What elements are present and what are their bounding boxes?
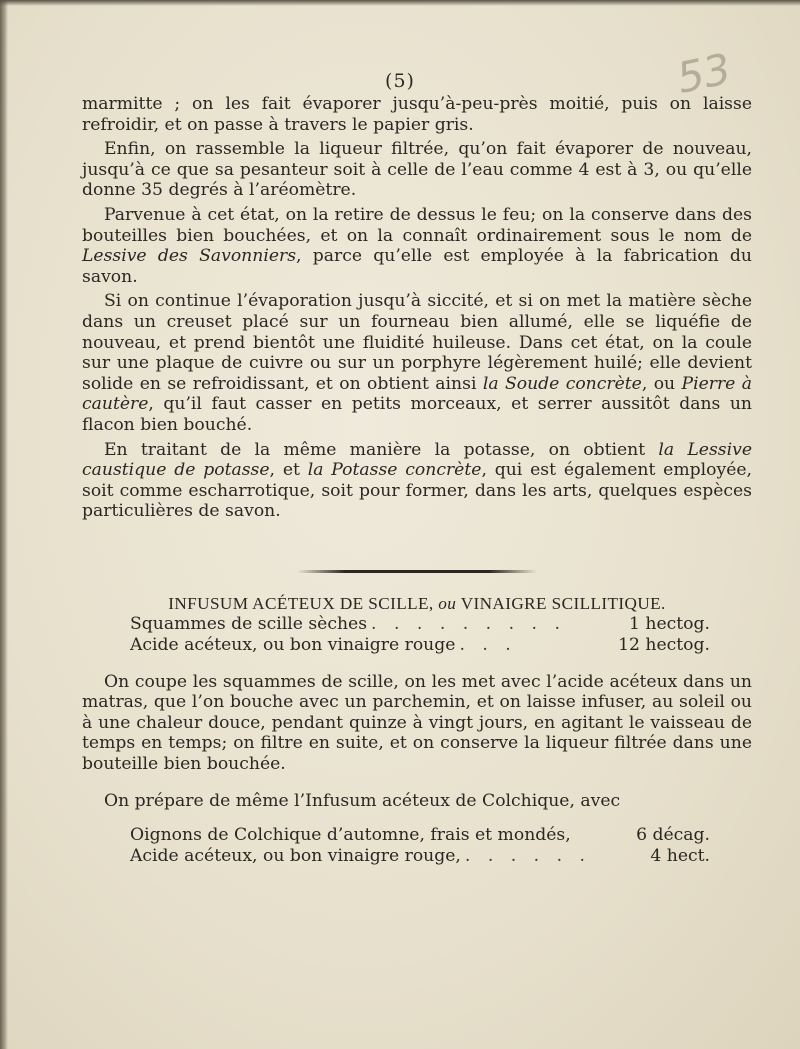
recipe-row	[130, 635, 710, 656]
ingredient-name: Acide acéteux, ou bon vinaigre rouge,	[130, 845, 461, 866]
recipe-row	[130, 846, 710, 867]
leader-dots: . . . . . . . . .	[371, 614, 566, 635]
paragraph-7: On prépare de même l’Infusum acéteux de Colchique, avec	[104, 790, 621, 811]
heading-alt: VINAIGRE SCILLITIQUE.	[460, 593, 666, 613]
handwritten-folio-number: 53	[672, 43, 736, 103]
term-soude-concrete: la Soude concrète	[482, 373, 642, 394]
ingredient-quantity: 1 hectog.	[629, 614, 710, 635]
paragraph-3-text: Parvenue à cet état, on la retire de dessus le feu; on la conserve dans des bouteilles bien bouchées, et on la connaît ordinairement sous le nom de	[82, 204, 752, 246]
recipe-row	[130, 614, 710, 635]
recipe-row	[130, 825, 710, 846]
heading-main: INFUSUM ACÉTEUX DE SCILLE,	[168, 593, 434, 613]
ingredient-name: Oignons de Colchique d’automne, frais et mondés,	[130, 825, 571, 846]
recipe-list-2	[130, 825, 710, 866]
leader-dots	[571, 825, 636, 846]
term-lessive-caustique: la Lessive caustique de potasse	[82, 439, 752, 481]
term-potasse-concrete: la Potasse concrète	[307, 460, 482, 481]
paragraph-3	[82, 205, 752, 287]
section-divider	[297, 570, 537, 573]
paragraph-4-text: Si on continue l’évaporation jusqu’à siccité, et si on met la matière sèche dans un creuset placé sur un fourneau bien allumé, elle se liquéfie de nouveau, et prend bientôt une fluidité huileuse. Dans cet état, on la coule sur une plaque de cuivre ou sur un porphyre légèrement huilé; elle devient solide en se refroidissant, et on obtient ainsi	[82, 291, 752, 394]
ingredient-quantity: 6 décag.	[636, 825, 710, 846]
term-lessive-des-savonniers: Lessive des Savonniers	[82, 246, 297, 267]
paragraph-4-text-end: , qu’il faut casser en petits morceaux, et serrer aussitôt dans un flacon bien bouché.	[82, 394, 752, 435]
ingredient-quantity: 12 hectog.	[618, 635, 710, 656]
paragraph-1: marmitte ; on les fait évaporer jusqu’à-peu-près moitié, puis on laisse refroidir, et on passe à travers le papier gris.	[82, 94, 752, 135]
paragraph-3-text-end: , parce qu’elle est employée à la fabrication du savon.	[82, 246, 752, 287]
term-pierre-a-cautere: Pierre à cautère	[82, 373, 752, 415]
leader-dots: . . .	[459, 635, 517, 656]
paragraph-5-text-2: , et	[269, 460, 308, 481]
section-heading	[82, 594, 752, 615]
paragraph-4-text-2: , ou	[641, 373, 682, 394]
recipe-list-1	[130, 614, 710, 655]
page-number: (5)	[385, 70, 415, 92]
ingredient-quantity: 4 hect.	[650, 845, 710, 866]
ingredient-name: Acide acéteux, ou bon vinaigre rouge	[130, 635, 456, 656]
heading-ou: ou	[438, 593, 457, 613]
paragraph-4	[82, 291, 752, 435]
ingredient-name: Squammes de scille sèches	[130, 614, 368, 635]
leader-dots: . . . . . .	[464, 845, 592, 866]
paragraph-5-text: En traitant de la même manière la potasse, on obtient	[104, 439, 659, 460]
top-edge-shadow	[0, 0, 800, 6]
binding-shadow	[0, 0, 8, 1049]
paragraph-5-text-end: , qui est également employée, soit comme escharrotique, soit pour former, dans les arts, quelques espèces particulières de savon.	[82, 460, 753, 522]
document-body	[82, 94, 752, 866]
paragraph-6: On coupe les squammes de scille, on les met avec l’acide acéteux dans un matras, que l’on bouche avec un parchemin, et on laisse infuser, au soleil ou à une chaleur douce, pendant quinze à vingt jours, en agitant le vaisseau de temps en temps; on filtre en suite, et on conserve la liqueur filtrée dans une bouteille bien bouchée.	[82, 671, 752, 775]
paragraph-2: Enfin, on rassemble la liqueur filtrée, qu’on fait évaporer de nouveau, jusqu’à ce que sa pesanteur soit à celle de l’eau comme 4 est à 3, ou qu’elle donne 35 degrés à l’aréomètre.	[82, 139, 752, 201]
paragraph-5	[82, 440, 752, 522]
